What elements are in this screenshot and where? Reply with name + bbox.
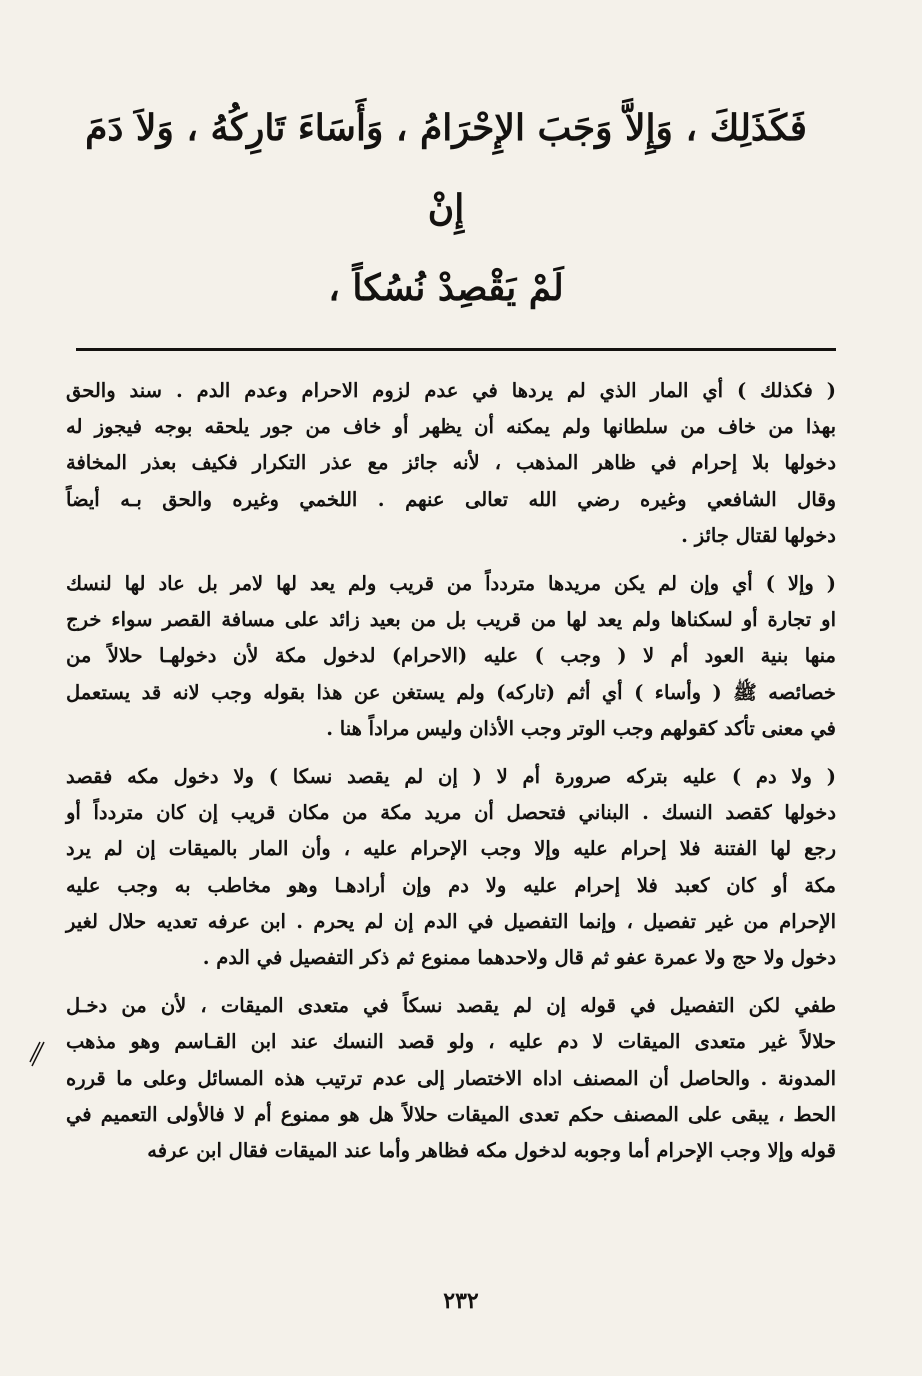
text-line: ( فكذلك ) أي المار الذي لم يردها في عدم لزوم الاحرام وعدم الدم . سند والحق <box>66 379 836 402</box>
text-line: ( ولا دم ) عليه بتركه صرورة أم لا ( إن لم يقصد نسكا ) ولا دخول مكه فقصد <box>66 765 836 789</box>
text-line: دخولها بلا إحرام في ظاهر المذهب ، لأنه جائز مع عذر التكرار فكيف بعذر المخافة <box>66 451 836 475</box>
page-number: ٢٣٢ <box>443 1288 479 1314</box>
text-line: حلالاً غير متعدى الميقات لا دم عليه ، ولو قصد النسك عند ابن القـاسم وهو مذهب <box>66 1030 836 1054</box>
text-line: ( وإلا ) أي وإن لم يكن مريدها متردداً من قريب ولم يعد لها لامر بل عاد لها لنسك <box>66 572 836 596</box>
text-line: في معنى تأكد كقولهم وجب الوتر وجب الأذان وليس مراداً هنا . <box>326 716 836 740</box>
text-line: خصائصه ﷺ ( وأساء ) أي أثم (تاركه) ولم يستغن عن هذا بقوله وجب لانه قد يستعمل <box>66 680 836 704</box>
commentary-paragraph-4 <box>66 988 836 1169</box>
matn-line-1: فَكَذَلِكَ ، وَإِلاَّ وَجَبَ الإِحْرَامُ ، وَأَسَاءَ تَارِكُهُ ، وَلاَ دَمَ إِنْ <box>85 107 807 229</box>
text-line: الحط ، يبقى على المصنف حكم تعدى الميقات حلالاً هل هو ممنوع أم لا فالأولى التعميم في <box>66 1102 836 1126</box>
text-line: دخولها كقصد النسك . البناني فتحصل أن مريد مكة من مكان قريب إن كان متردداً أو <box>66 801 836 825</box>
text-line: قوله وإلا وجب الإحرام أما وجوبه لدخول مكه فظاهر وأما عند الميقات فقال ابن عرفه <box>147 1139 836 1163</box>
text-line: منها بنية العود أم لا ( وجب ) عليه (الاحرام) لدخول مكة لأن دخولهـا حلالاً من <box>66 644 836 668</box>
commentary-paragraph-2 <box>66 566 836 747</box>
commentary-paragraph-3 <box>66 759 836 976</box>
matn-line-2: لَمْ يَقْصِدْ نُسُكاً ، <box>328 267 564 309</box>
text-line: دخولها لقتال جائز . <box>681 523 836 547</box>
text-line: الإحرام من غير تفصيل ، وإنما التفصيل في الدم إن لم يحرم . ابن عرفه تعديه حلال لغير <box>66 909 836 933</box>
text-line: او تجارة أو لسكناها ولم يعد لها من قريب بل من بعيد زائد على مسافة القصر سواء خرج <box>66 608 836 632</box>
text-line: دخول ولا حج ولا عمرة عفو ثم قال ولاحدهما ممنوع ثم ذكر التفصيل في الدم . <box>202 946 836 970</box>
matn-text <box>76 88 816 328</box>
text-line: المدونة . والحاصل أن المصنف اداه الاختصار إلى عدم ترتيب هذه المسائل وعلى ما قرره <box>66 1066 836 1090</box>
text-line: رجع لها الفتنة فلا إحرام عليه وإلا وجب الإحرام عليه ، وأن المار بالميقات إن لم يرد <box>66 837 836 861</box>
separator-rule <box>76 348 836 351</box>
text-line: مكة أو كان كعبد فلا إحرام عليه ولا دم وإن أرادهـا وهو مخاطب به وجب عليه <box>66 873 836 897</box>
commentary-paragraph-1 <box>66 373 836 554</box>
text-line: بهذا من خاف من سلطانها ولم يمكنه أن يظهر أو خاف من جور يلحقه بوجه فيجوز له <box>66 415 836 439</box>
text-line: وقال الشافعي وغيره رضي الله تعالى عنهم . اللخمي وغيره والحق بـه أيضاً <box>66 487 836 511</box>
margin-annotation-mark <box>28 1040 48 1070</box>
text-line: طفي لكن التفصيل في قوله إن لم يقصد نسكاً في متعدى الميقات ، لأن من دخـل <box>66 994 836 1018</box>
